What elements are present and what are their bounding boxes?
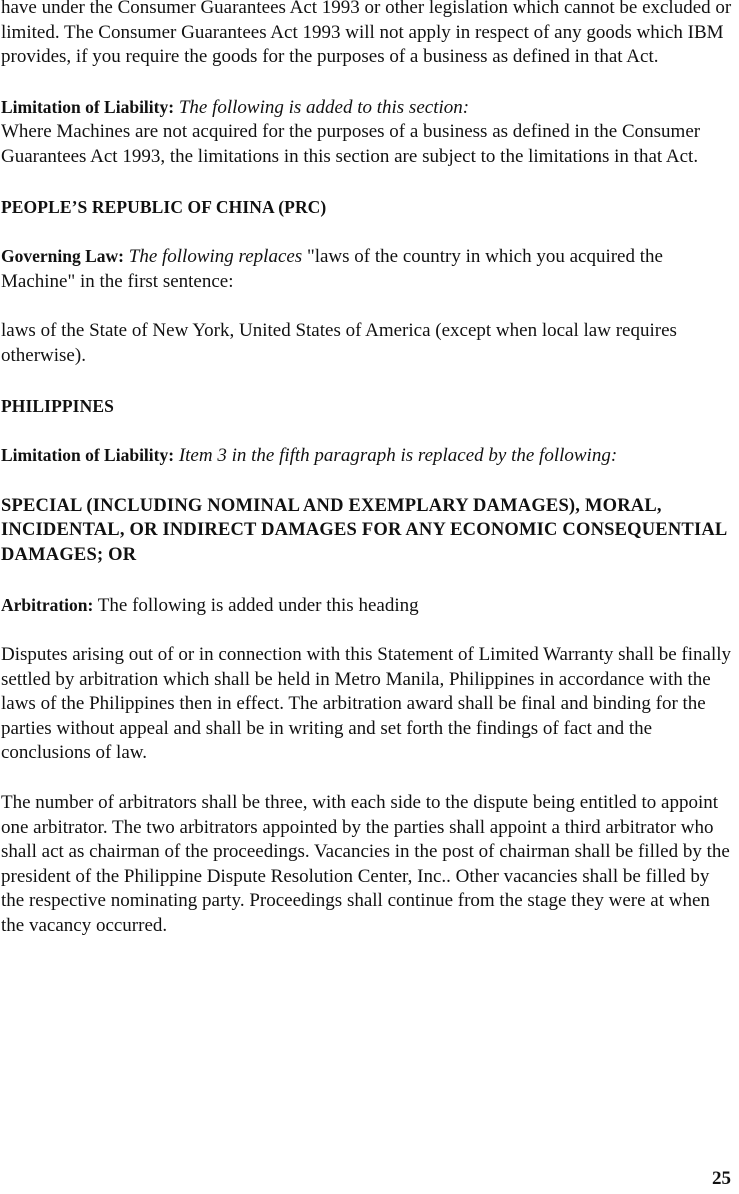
- arbitration-section: [1, 593, 735, 619]
- governing-law-intro: The following replaces: [128, 246, 303, 268]
- arbitration-label: Arbitration:: [1, 594, 94, 615]
- arbitration-intro: The following is added under this heading: [97, 594, 419, 616]
- limitation-nz-label: Limitation of Liability:: [1, 96, 175, 117]
- paragraph-consumer-guarantees: have under the Consumer Guarantees Act 1993 or other legislation which cannot be excluded or limited. The Consumer Guarantees Act 1993 will not apply in respect of any goods which IBM provides, if you require the goods for the purposes of a business as defined in that Act.: [1, 0, 732, 68]
- limitation-ph-label: Limitation of Liability:: [1, 445, 175, 466]
- arbitration-paragraph-1: Disputes arising out of or in connection with this Statement of Limited Warranty shall be finally settled by arbitration which shall be held in Metro Manila, Philippines in accordance with the laws of the Philippines then in effect. The arbitration award shall be final and binding for the parties without appeal and shall be in writing and set forth the findings of fact and the conclusions of law.: [1, 644, 732, 764]
- limitation-nz-body: Where Machines are not acquired for the purposes of a business as defined in the Consumer Guarantees Act 1993, the limitations in this section are subject to the limitations in that Act.: [1, 121, 701, 167]
- special-damages-text: SPECIAL (INCLUDING NOMINAL AND EXEMPLARY DAMAGES), MORAL, INCIDENTAL, OR INDIRECT DAMAGES FOR ANY ECONOMIC CONSEQUENTIAL DAMAGES; OR: [1, 495, 727, 565]
- prc-heading: PEOPLE’S REPUBLIC OF CHINA (PRC): [1, 196, 327, 217]
- limitation-nz-intro: The following is added to this section:: [178, 96, 470, 118]
- limitation-ph-intro: Item 3 in the fifth paragraph is replaced by the following:: [178, 445, 618, 467]
- governing-law-label: Governing Law:: [1, 246, 124, 267]
- document-page: [1, 0, 735, 964]
- limitation-ph-section: [1, 443, 735, 469]
- governing-law-section: [1, 244, 735, 294]
- page-number: 25: [712, 1168, 731, 1190]
- limitation-nz-section: [1, 95, 735, 170]
- governing-law-body: laws of the State of New York, United States of America (except when local law requires otherwise).: [1, 320, 677, 366]
- arbitration-paragraph-2: The number of arbitrators shall be three, with each side to the dispute being entitled to appoint one arbitrator. The two arbitrators appointed by the parties shall appoint a third arbitrator who shall act as chairman of the proceedings. Vacancies in the post of chairman shall be filled by the president of the Philippine Dispute Resolution Center, Inc.. Other vacancies shall be filled by the respective nominating party. Proceedings shall continue from the stage they were at when the vacancy occurred.: [1, 792, 730, 937]
- philippines-heading: PHILIPPINES: [1, 395, 114, 416]
- governing-law-quote: "laws of the country in which you acquired the Machine" in the first sentence:: [1, 246, 663, 292]
